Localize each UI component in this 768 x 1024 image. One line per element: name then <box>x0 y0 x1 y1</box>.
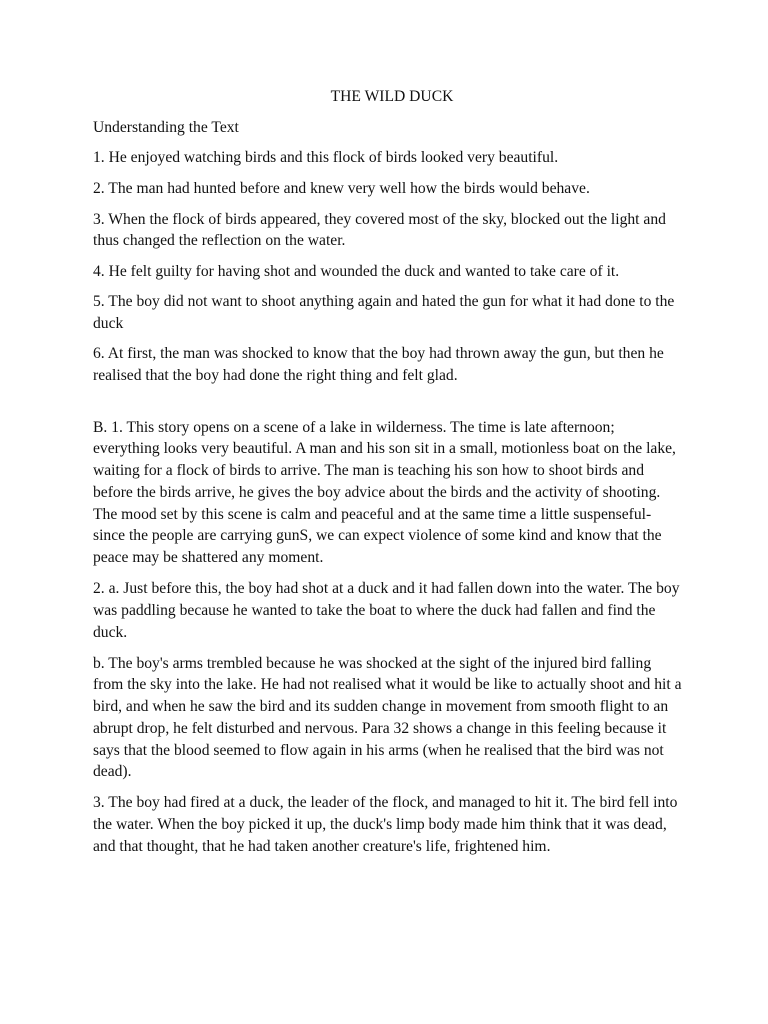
section-b-answers <box>93 417 683 858</box>
document-page <box>93 86 683 867</box>
answer-3: 3. When the flock of birds appeared, they covered most of the sky, blocked out the light and thus changed the reflection on the water. <box>93 210 666 250</box>
answer-b2a: 2. a. Just before this, the boy had shot at a duck and it had fallen down into the water. The boy was paddling because he wanted to take the boat to where the duck had fallen and find the duck. <box>93 580 680 641</box>
document-title: THE WILD DUCK <box>330 88 454 105</box>
answer-b3: 3. The boy had fired at a duck, the leader of the flock, and managed to hit it. The bird fell into the water. When the boy picked it up, the duck's limp body made him think that it was dead, and that thought, that he had taken another creature's life, frightened him. <box>93 794 678 855</box>
answer-2: 2. The man had hunted before and knew very well how the birds would behave. <box>93 180 590 198</box>
answer-b2b: b. The boy's arms trembled because he was shocked at the sight of the injured bird falling from the sky into the lake. He had not realised what it would be like to actually shoot and hit a bird, and when he saw the bird and its sudden change in movement from smooth flight to an abrupt drop, he felt disturbed and nervous. Para 32 shows a change in this feeling because it says that the blood seemed to flow again in his arms (when he realised that the bird was not dead). <box>93 654 682 781</box>
answer-4: 4. He felt guilty for having shot and wounded the duck and wanted to take care of it. <box>93 262 620 280</box>
answer-1: 1. He enjoyed watching birds and this flock of birds looked very beautiful. <box>93 149 559 167</box>
section-heading: Understanding the Text <box>93 119 239 137</box>
answer-6: 6. At first, the man was shocked to know that the boy had thrown away the gun, but then he realised that the boy had done the right thing and felt glad. <box>93 345 664 384</box>
section-a-answers <box>93 147 683 385</box>
answer-b1: B. 1. This story opens on a scene of a lake in wilderness. The time is late afternoon; everything looks very beautiful. A man and his son sit in a small, motionless boat on the lake, waiting for a flock of birds to arrive. The man is teaching his son how to shoot birds and before the birds arrive, he gives the boy advice about the birds and the activity of shooting. The mood set by this scene is calm and peaceful and at the same time a little suspenseful-since the people are carrying gunS, we can expect violence of some kind and know that the peace may be shattered any moment. <box>93 418 676 566</box>
answer-5: 5. The boy did not want to shoot anything again and hated the gun for what it had done to the duck <box>93 293 675 332</box>
